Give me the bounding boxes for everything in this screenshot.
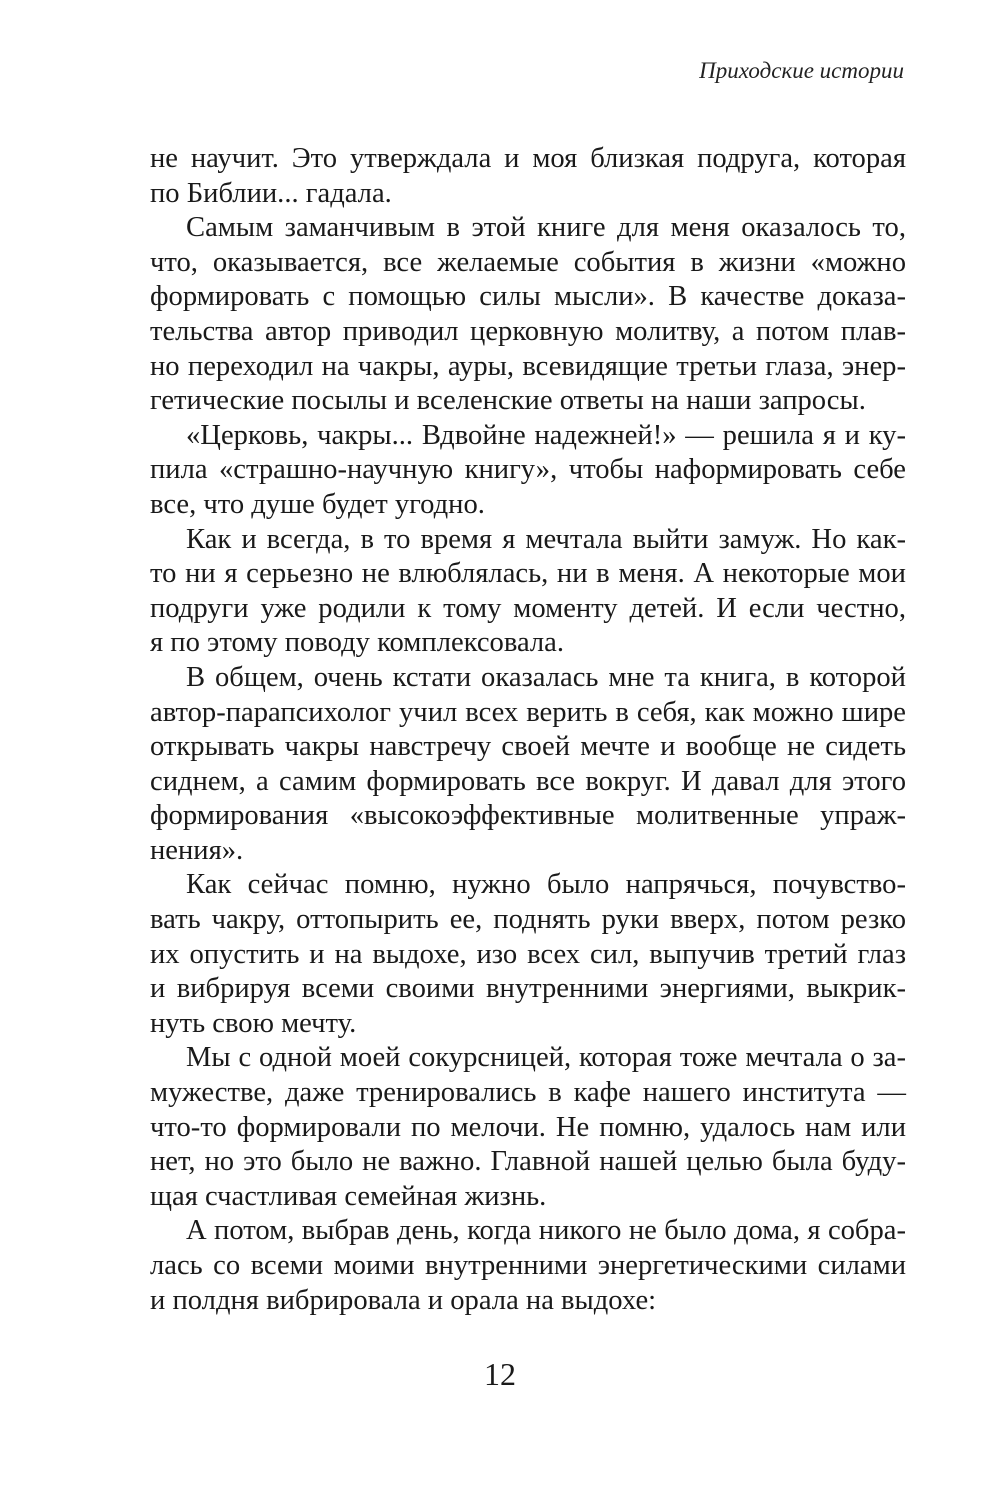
text-line: гетические посылы и вселенские ответы на наши запросы. [150,385,866,417]
text-line: лась со всеми моими внутренними энергетическими силами [150,1250,906,1281]
text-line: нения». [150,834,244,866]
text-line: но переходил на чакры, ауры, всевидящие третьи глаза, энер- [150,350,906,382]
text-line: «Церковь, чакры... Вдвойне надежней!» — решила я и ку- [186,419,906,451]
text-line: сиднем, а самим формировать все вокруг. И давал для этого [150,765,906,797]
text-line: что-то формировали по мелочи. Не помню, удалось нам или [150,1111,906,1143]
text-line: Как и всегда, в то время я мечтала выйти замуж. Но как- [186,523,906,555]
text-line: А потом, выбрав день, когда никого не было дома, я собра- [186,1215,906,1247]
text-line: и вибрируя всеми своими внутренними энергиями, выкрик- [150,973,906,1005]
text-line: и полдня вибрировала и орала на выдохе: [150,1284,657,1316]
text-line: Мы с одной моей сокурсницей, которая тоже мечтала о за- [186,1042,906,1074]
text-line: не научит. Это утверждала и моя близкая подруга, которая [150,143,906,174]
text-line: формирования «высокоэффективные молитвенные упраж- [150,800,906,832]
page-number: 12 [484,1356,516,1392]
text-line: подруги уже родили к тому моменту детей. И если честно, [150,592,906,624]
text-line: все, что душе будет угодно. [150,488,485,520]
text-line: автор-парапсихолог учил всех верить в себя, как можно шире [150,696,906,728]
text-line: мужестве, даже тренировались в кафе нашего института — [150,1077,906,1109]
text-line: их опустить и на выдохе, изо всех сил, выпучив третий глаз [150,938,906,970]
running-head: Приходские истории [699,58,904,83]
text-line: то ни я серьезно не влюблялась, ни в меня. А некоторые мои [150,558,906,590]
text-line: формировать с помощью силы мысли». В качестве доказа- [150,281,906,313]
text-line: по Библии... гадала. [150,177,392,209]
body-text [150,142,906,1318]
text-line: нет, но это было не важно. Главной нашей целью была буду- [150,1146,906,1178]
text-line: открывать чакры навстречу своей мечте и вообще не сидеть [150,731,906,763]
text-line: щая счастливая семейная жизнь. [150,1180,547,1212]
text-line: тельства автор приводил церковную молитву, а потом плав- [150,315,906,347]
text-line: я по этому поводу комплексовала. [150,627,564,659]
text-line: нуть свою мечту. [150,1007,357,1039]
text-line: Как сейчас помню, нужно было напрячься, почувство- [186,869,906,901]
text-line: Самым заманчивым в этой книге для меня оказалось то, [186,212,906,244]
text-line: В общем, очень кстати оказалась мне та книга, в которой [186,661,906,693]
text-line: что, оказывается, все желаемые события в жизни «можно [150,246,906,278]
text-line: вать чакру, оттопырить ее, поднять руки вверх, потом резко [150,904,906,936]
text-line: пила «страшно-научную книгу», чтобы наформировать себе [150,454,906,486]
